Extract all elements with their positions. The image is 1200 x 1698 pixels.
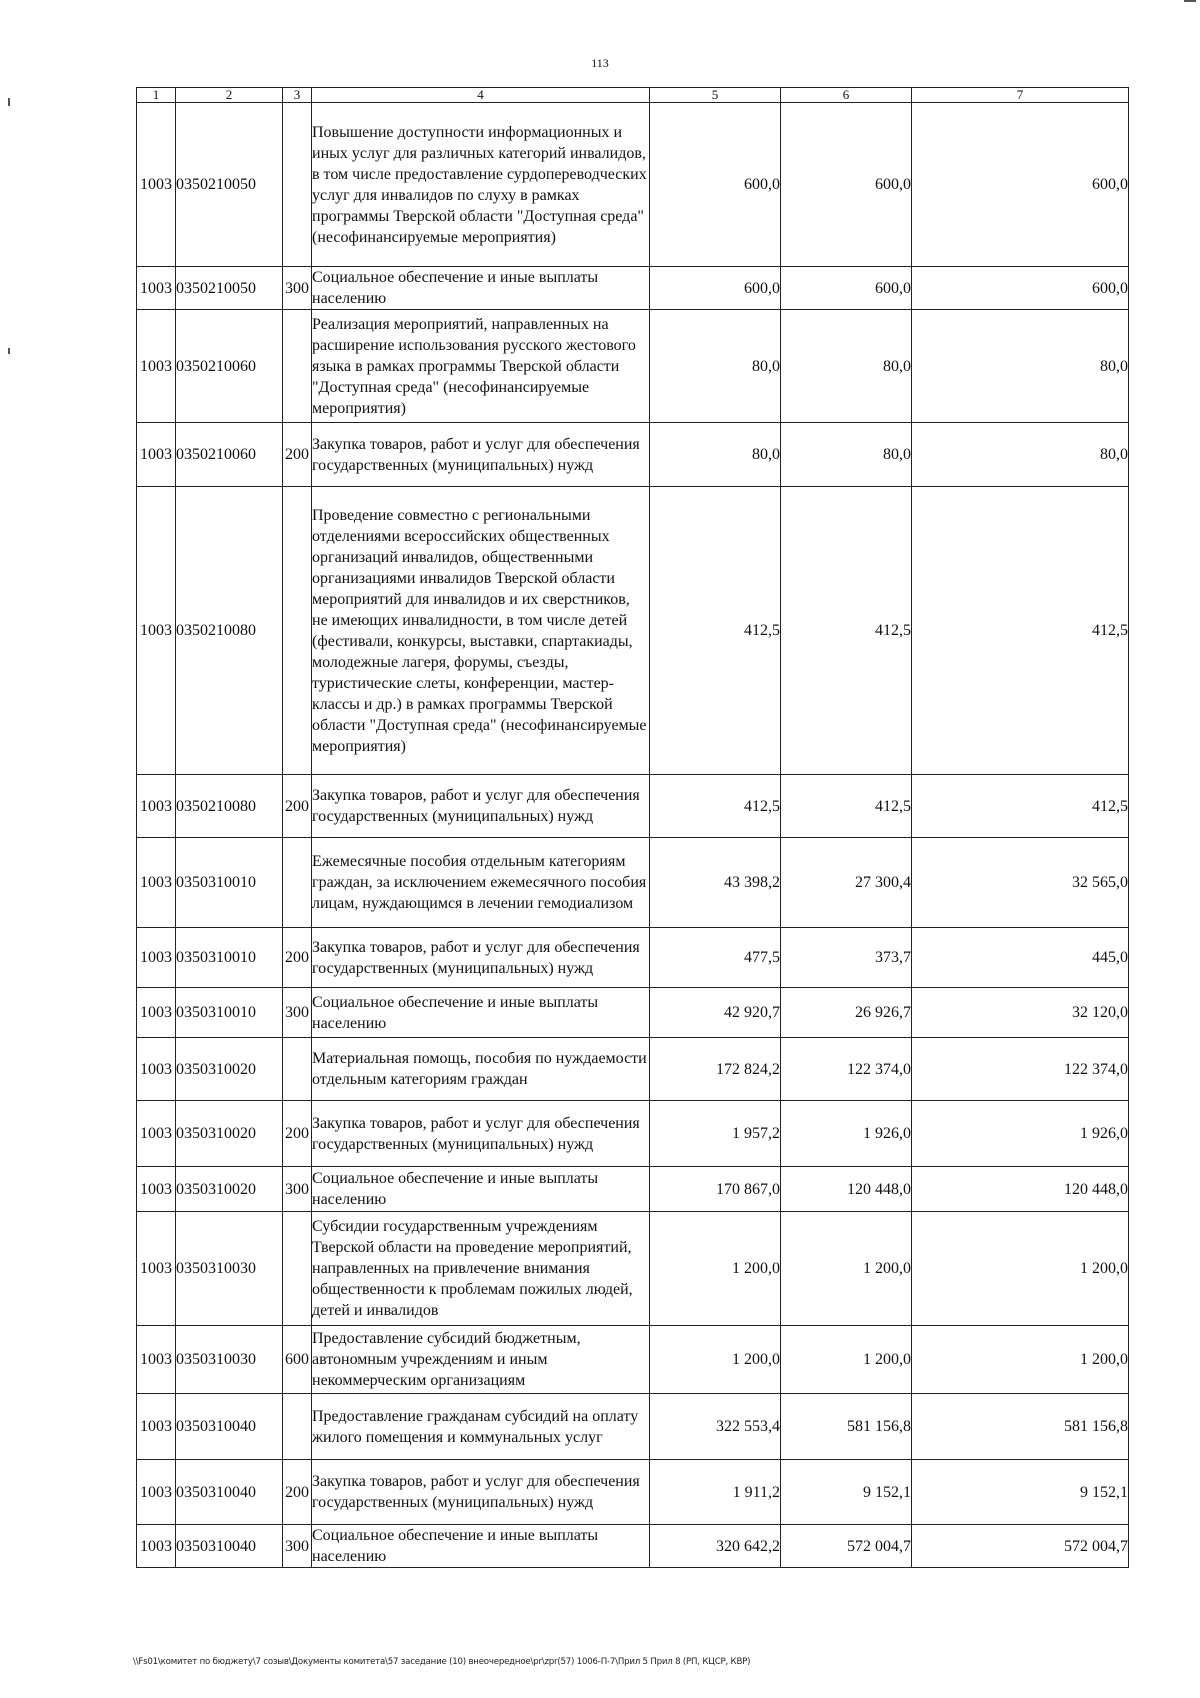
item-name: Социальное обеспечение и иные выплаты населению: [312, 988, 650, 1038]
section-code: 1003: [137, 1212, 176, 1326]
target-item-code: 0350310030: [176, 1326, 283, 1394]
target-item-code: 0350310040: [176, 1460, 283, 1525]
amount-col7: 32 120,0: [912, 988, 1129, 1038]
amount-col5: 322 553,4: [650, 1394, 781, 1460]
expense-type-code: 300: [283, 1525, 312, 1568]
amount-col7: 600,0: [912, 267, 1129, 310]
expense-type-code: 200: [283, 1101, 312, 1167]
amount-col7: 80,0: [912, 310, 1129, 423]
column-number: 7: [912, 88, 1129, 103]
amount-col6: 80,0: [781, 423, 912, 487]
target-item-code: 0350310010: [176, 838, 283, 928]
item-name: Социальное обеспечение и иные выплаты населению: [312, 1167, 650, 1212]
budget-table: [136, 87, 1129, 1568]
table-row: [137, 1038, 1129, 1101]
amount-col5: 80,0: [650, 310, 781, 423]
section-code: 1003: [137, 1525, 176, 1568]
item-name: Субсидии государственным учреждениям Тверской области на проведение мероприятий, направленных на привлечение внимания общественности к проблемам пожилых людей, детей и инвалидов: [312, 1212, 650, 1326]
amount-col7: 9 152,1: [912, 1460, 1129, 1525]
section-code: 1003: [137, 103, 176, 267]
amount-col5: 600,0: [650, 267, 781, 310]
table-row: [137, 1167, 1129, 1212]
column-number-row: [137, 88, 1129, 103]
amount-col5: 170 867,0: [650, 1167, 781, 1212]
amount-col7: 412,5: [912, 775, 1129, 838]
section-code: 1003: [137, 775, 176, 838]
expense-type-code: 200: [283, 775, 312, 838]
item-name: Социальное обеспечение и иные выплаты населению: [312, 1525, 650, 1568]
target-item-code: 0350210050: [176, 267, 283, 310]
amount-col6: 9 152,1: [781, 1460, 912, 1525]
expense-type-code: 300: [283, 1167, 312, 1212]
target-item-code: 0350210050: [176, 103, 283, 267]
item-name: Ежемесячные пособия отдельным категориям граждан, за исключением ежемесячного пособия лицам, нуждающимся в лечении гемодиализом: [312, 838, 650, 928]
amount-col6: 1 926,0: [781, 1101, 912, 1167]
amount-col6: 1 200,0: [781, 1326, 912, 1394]
scan-artifact-mark: [8, 348, 10, 354]
amount-col7: 600,0: [912, 103, 1129, 267]
target-item-code: 0350310040: [176, 1394, 283, 1460]
amount-col5: 1 200,0: [650, 1326, 781, 1394]
item-name: Закупка товаров, работ и услуг для обеспечения государственных (муниципальных) нужд: [312, 1101, 650, 1167]
amount-col5: 600,0: [650, 103, 781, 267]
amount-col7: 445,0: [912, 928, 1129, 988]
amount-col5: 320 642,2: [650, 1525, 781, 1568]
expense-type-code: 200: [283, 928, 312, 988]
amount-col6: 27 300,4: [781, 838, 912, 928]
amount-col7: 572 004,7: [912, 1525, 1129, 1568]
section-code: 1003: [137, 310, 176, 423]
amount-col7: 1 926,0: [912, 1101, 1129, 1167]
target-item-code: 0350310040: [176, 1525, 283, 1568]
item-name: Социальное обеспечение и иные выплаты населению: [312, 267, 650, 310]
column-number: 6: [781, 88, 912, 103]
amount-col6: 600,0: [781, 267, 912, 310]
section-code: 1003: [137, 1394, 176, 1460]
expense-type-code: [283, 487, 312, 775]
page-number: 113: [591, 56, 609, 70]
table-row: [137, 1460, 1129, 1525]
section-code: 1003: [137, 988, 176, 1038]
target-item-code: 0350310020: [176, 1167, 283, 1212]
expense-type-code: [283, 838, 312, 928]
target-item-code: 0350210080: [176, 775, 283, 838]
amount-col7: 412,5: [912, 487, 1129, 775]
document-file-path: \\Fs01\комитет по бюджету\7 созыв\Документы комитета\57 заседание (10) внеочередное\pr\zpr(57) 1006-П-7\Прил 5 Прил 8 (РП, КЦСР, КВР): [133, 1657, 751, 1667]
expense-type-code: 200: [283, 423, 312, 487]
expense-type-code: 200: [283, 1460, 312, 1525]
amount-col7: 122 374,0: [912, 1038, 1129, 1101]
item-name: Закупка товаров, работ и услуг для обеспечения государственных (муниципальных) нужд: [312, 1460, 650, 1525]
section-code: 1003: [137, 1167, 176, 1212]
amount-col5: 412,5: [650, 487, 781, 775]
amount-col5: 80,0: [650, 423, 781, 487]
table-row: [137, 838, 1129, 928]
column-number: 1: [137, 88, 176, 103]
table-row: [137, 487, 1129, 775]
expense-type-code: [283, 103, 312, 267]
table-row: [137, 1212, 1129, 1326]
item-name: Проведение совместно с региональными отделениями всероссийских общественных организаций инвалидов, общественными организациями инвалидов Тверской области мероприятий для инвалидов и их сверстников, не имеющих инвалидности, в том числе детей (фестивали, конкурсы, выставки, спартакиады, молодежные лагеря, форумы, съезды, туристические слеты, конференции, мастер-классы и др.) в рамках программы Тверской области "Доступная среда" (несофинансируемые мероприятия): [312, 487, 650, 775]
table-row: [137, 423, 1129, 487]
section-code: 1003: [137, 487, 176, 775]
section-code: 1003: [137, 1460, 176, 1525]
table-row: [137, 1326, 1129, 1394]
column-number: 3: [283, 88, 312, 103]
amount-col6: 581 156,8: [781, 1394, 912, 1460]
expense-type-code: 600: [283, 1326, 312, 1394]
table-row: [137, 1101, 1129, 1167]
section-code: 1003: [137, 838, 176, 928]
target-item-code: 0350310010: [176, 928, 283, 988]
amount-col5: 1 957,2: [650, 1101, 781, 1167]
target-item-code: 0350310020: [176, 1038, 283, 1101]
amount-col6: 26 926,7: [781, 988, 912, 1038]
amount-col5: 412,5: [650, 775, 781, 838]
target-item-code: 0350310010: [176, 988, 283, 1038]
amount-col6: 80,0: [781, 310, 912, 423]
item-name: Предоставление субсидий бюджетным, автономным учреждениям и иным некоммерческим организациям: [312, 1326, 650, 1394]
amount-col7: 80,0: [912, 423, 1129, 487]
item-name: Закупка товаров, работ и услуг для обеспечения государственных (муниципальных) нужд: [312, 423, 650, 487]
table-row: [137, 103, 1129, 267]
amount-col6: 572 004,7: [781, 1525, 912, 1568]
amount-col7: 1 200,0: [912, 1212, 1129, 1326]
expense-type-code: 300: [283, 988, 312, 1038]
amount-col5: 1 200,0: [650, 1212, 781, 1326]
amount-col7: 32 565,0: [912, 838, 1129, 928]
expense-type-code: [283, 1038, 312, 1101]
scan-artifact-mark: [8, 98, 10, 106]
scan-artifact-mark: [1184, 0, 1196, 2]
target-item-code: 0350310030: [176, 1212, 283, 1326]
amount-col6: 122 374,0: [781, 1038, 912, 1101]
amount-col6: 412,5: [781, 487, 912, 775]
amount-col6: 120 448,0: [781, 1167, 912, 1212]
expense-type-code: [283, 310, 312, 423]
column-number: 2: [176, 88, 283, 103]
amount-col7: 1 200,0: [912, 1326, 1129, 1394]
table-row: [137, 310, 1129, 423]
target-item-code: 0350310020: [176, 1101, 283, 1167]
item-name: Закупка товаров, работ и услуг для обеспечения государственных (муниципальных) нужд: [312, 775, 650, 838]
amount-col7: 120 448,0: [912, 1167, 1129, 1212]
amount-col5: 1 911,2: [650, 1460, 781, 1525]
item-name: Предоставление гражданам субсидий на оплату жилого помещения и коммунальных услуг: [312, 1394, 650, 1460]
target-item-code: 0350210060: [176, 310, 283, 423]
section-code: 1003: [137, 1038, 176, 1101]
table-row: [137, 988, 1129, 1038]
amount-col6: 1 200,0: [781, 1212, 912, 1326]
table-row: [137, 267, 1129, 310]
amount-col6: 600,0: [781, 103, 912, 267]
section-code: 1003: [137, 267, 176, 310]
item-name: Закупка товаров, работ и услуг для обеспечения государственных (муниципальных) нужд: [312, 928, 650, 988]
expense-type-code: [283, 1394, 312, 1460]
amount-col5: 477,5: [650, 928, 781, 988]
column-number: 5: [650, 88, 781, 103]
item-name: Реализация мероприятий, направленных на расширение использования русского жестового языка в рамках программы Тверской области "Доступная среда" (несофинансируемые мероприятия): [312, 310, 650, 423]
amount-col5: 43 398,2: [650, 838, 781, 928]
item-name: Повышение доступности информационных и иных услуг для различных категорий инвалидов, в том числе предоставление сурдопереводческих услуг для инвалидов по слуху в рамках программы Тверской области "Доступная среда" (несофинансируемые мероприятия): [312, 103, 650, 267]
target-item-code: 0350210080: [176, 487, 283, 775]
column-number: 4: [312, 88, 650, 103]
table-row: [137, 928, 1129, 988]
expense-type-code: [283, 1212, 312, 1326]
item-name: Материальная помощь, пособия по нуждаемости отдельным категориям граждан: [312, 1038, 650, 1101]
section-code: 1003: [137, 928, 176, 988]
section-code: 1003: [137, 1101, 176, 1167]
amount-col5: 172 824,2: [650, 1038, 781, 1101]
table-row: [137, 1525, 1129, 1568]
amount-col7: 581 156,8: [912, 1394, 1129, 1460]
target-item-code: 0350210060: [176, 423, 283, 487]
amount-col6: 412,5: [781, 775, 912, 838]
table-row: [137, 1394, 1129, 1460]
section-code: 1003: [137, 1326, 176, 1394]
amount-col5: 42 920,7: [650, 988, 781, 1038]
table-row: [137, 775, 1129, 838]
expense-type-code: 300: [283, 267, 312, 310]
section-code: 1003: [137, 423, 176, 487]
amount-col6: 373,7: [781, 928, 912, 988]
